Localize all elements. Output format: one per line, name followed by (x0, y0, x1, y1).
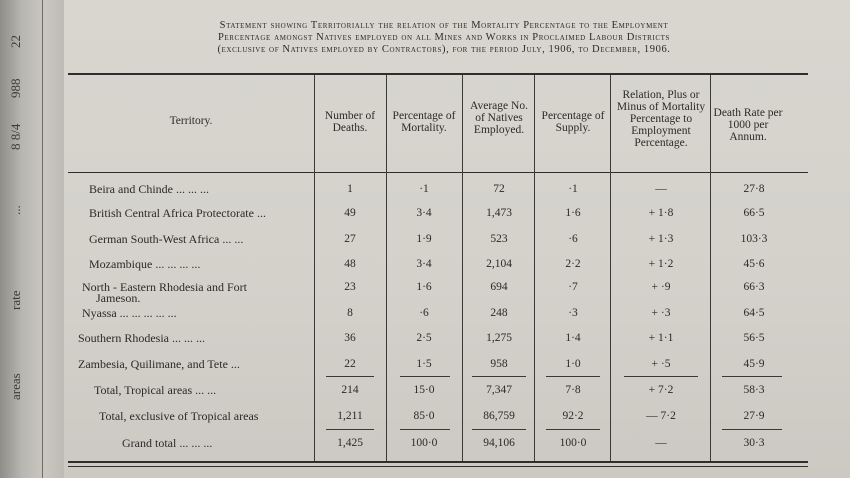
total-label: Total, Tropical areas ... ... (94, 383, 217, 397)
supply-cell: 1·6 (565, 207, 581, 219)
deaths-cell: 36 (344, 332, 356, 344)
employed-cell: 248 (490, 307, 508, 319)
gutter-mark: areas (8, 373, 23, 400)
relation-cell: + 1·3 (648, 233, 674, 245)
deaths-cell: 1,425 (337, 437, 363, 449)
sum-rule (472, 376, 526, 377)
territory-cell: British Central Africa Protectorate ... (89, 206, 266, 220)
rate-cell: 30·3 (743, 437, 765, 449)
column-divider (386, 75, 387, 463)
column-divider (534, 75, 535, 463)
supply-cell: ·7 (568, 281, 578, 293)
mortality-cell: 1·6 (416, 281, 432, 293)
territory-cell: German South-West Africa ... ... (89, 232, 244, 246)
deaths-cell: 48 (344, 258, 356, 270)
supply-cell: ·3 (568, 307, 578, 319)
document-page (64, 0, 850, 478)
territory-cell: Beira and Chinde ... ... ... (89, 182, 209, 196)
table-top-rule (68, 73, 808, 75)
header-deaths: Number of Deaths. (324, 110, 376, 134)
relation-cell: + 7·2 (648, 384, 674, 396)
deaths-cell: 1,211 (337, 410, 363, 422)
supply-cell: 1·0 (565, 358, 581, 370)
gutter-mark: ... (8, 205, 23, 215)
territory-cell: Mozambique ... ... ... ... (89, 257, 201, 271)
employed-cell: 958 (490, 358, 508, 370)
mortality-cell: 100·0 (410, 437, 438, 449)
header-employed: Average No. of Natives Employed. (470, 100, 528, 136)
relation-cell: — 7·2 (646, 410, 676, 422)
territory-cell: North - Eastern Rhodesia and Fort (82, 280, 247, 294)
deaths-cell: 22 (344, 358, 356, 370)
relation-cell: + 1·1 (648, 332, 674, 344)
column-divider (314, 75, 315, 463)
employed-cell: 1,473 (486, 207, 512, 219)
header-supply: Percentage of Supply. (541, 110, 605, 134)
mortality-cell: 1·5 (416, 358, 432, 370)
column-divider (462, 75, 463, 463)
deaths-cell: 214 (341, 384, 359, 396)
header-territory: Territory. (169, 115, 213, 127)
deaths-cell: 1 (347, 183, 353, 195)
employed-cell: 1,275 (486, 332, 512, 344)
gutter-mark: 8 8/4 (8, 123, 23, 150)
gutter-mark: 988 (8, 78, 23, 98)
gutter-edge (4, 0, 43, 478)
employed-cell: 94,106 (483, 437, 515, 449)
relation-cell: — (655, 437, 667, 449)
sum-rule (722, 376, 782, 377)
sum-rule (400, 429, 450, 430)
supply-cell: 92·2 (562, 410, 584, 422)
supply-cell: 100·0 (559, 437, 587, 449)
deaths-cell: 27 (344, 233, 356, 245)
statement-heading (94, 20, 794, 56)
mortality-cell: 3·4 (416, 207, 432, 219)
rate-cell: 45·6 (743, 258, 765, 270)
rate-cell: 66·3 (743, 281, 765, 293)
gutter-mark: 22 (8, 35, 23, 48)
rate-cell: 56·5 (743, 332, 765, 344)
relation-cell: + ·9 (651, 281, 671, 293)
header-mortality: Percentage of Mortality. (392, 110, 456, 134)
column-divider (610, 75, 611, 463)
relation-cell: + 1·8 (648, 207, 674, 219)
total-label: Total, exclusive of Tropical areas (99, 409, 259, 423)
supply-cell: ·6 (568, 233, 578, 245)
heading-line: Statement showing Territorially the relation of the Mortality Percentage to the Employment (219, 20, 669, 31)
supply-cell: 7·8 (565, 384, 581, 396)
table-bottom-rule (68, 461, 808, 463)
total-label: Grand total ... ... ... (122, 436, 213, 450)
rate-cell: 64·5 (743, 307, 765, 319)
table-bottom-rule (68, 466, 808, 467)
sum-rule (326, 376, 374, 377)
sum-rule (624, 376, 698, 377)
rate-cell: 58·3 (743, 384, 765, 396)
sum-rule (472, 429, 526, 430)
heading-line: Percentage amongst Natives employed on all Mines and Works in Proclaimed Labour Districts (217, 32, 671, 43)
mortality-cell: 2·5 (416, 332, 432, 344)
sum-rule (546, 376, 600, 377)
territory-cell: Southern Rhodesia ... ... ... (78, 331, 205, 345)
sum-rule (326, 429, 374, 430)
mortality-cell: 85·0 (413, 410, 435, 422)
header-relation: Relation, Plus or Minus of Mortality Percentage to Employment Percentage. (616, 89, 706, 149)
supply-cell: ·1 (568, 183, 578, 195)
employed-cell: 694 (490, 281, 508, 293)
relation-cell: + ·3 (651, 307, 671, 319)
mortality-cell: ·1 (419, 183, 429, 195)
sum-rule (722, 429, 782, 430)
territory-cell-continued: Jameson. (96, 291, 141, 305)
mortality-cell: 15·0 (413, 384, 435, 396)
book-gutter (0, 0, 64, 478)
deaths-cell: 8 (347, 307, 353, 319)
header-bottom-rule (68, 172, 808, 173)
rate-cell: 27·8 (743, 183, 765, 195)
rate-cell: 103·3 (740, 233, 768, 245)
relation-cell: + 1·2 (648, 258, 674, 270)
gutter-mark: rate (8, 290, 23, 310)
sum-rule (546, 429, 600, 430)
mortality-cell: ·6 (419, 307, 429, 319)
territory-cell: Nyassa ... ... ... ... ... (82, 306, 177, 320)
deaths-cell: 23 (344, 281, 356, 293)
employed-cell: 7,347 (486, 384, 512, 396)
column-divider (710, 75, 711, 463)
employed-cell: 72 (493, 183, 505, 195)
supply-cell: 2·2 (565, 258, 581, 270)
relation-cell: + ·5 (651, 358, 671, 370)
rate-cell: 27·9 (743, 410, 765, 422)
heading-line: (exclusive of Natives employed by Contractors), for the period July, 1906, to December, 1906. (217, 44, 671, 55)
mortality-cell: 3·4 (416, 258, 432, 270)
relation-cell: — (655, 183, 667, 195)
deaths-cell: 49 (344, 207, 356, 219)
territory-cell: Zambesia, Quilimane, and Tete ... (78, 357, 240, 371)
supply-cell: 1·4 (565, 332, 581, 344)
sum-rule (400, 376, 450, 377)
header-death-rate: Death Rate per 1000 per Annum. (713, 107, 783, 143)
employed-cell: 523 (490, 233, 508, 245)
employed-cell: 86,759 (483, 410, 515, 422)
rate-cell: 66·5 (743, 207, 765, 219)
mortality-cell: 1·9 (416, 233, 432, 245)
rate-cell: 45·9 (743, 358, 765, 370)
employed-cell: 2,104 (486, 258, 512, 270)
